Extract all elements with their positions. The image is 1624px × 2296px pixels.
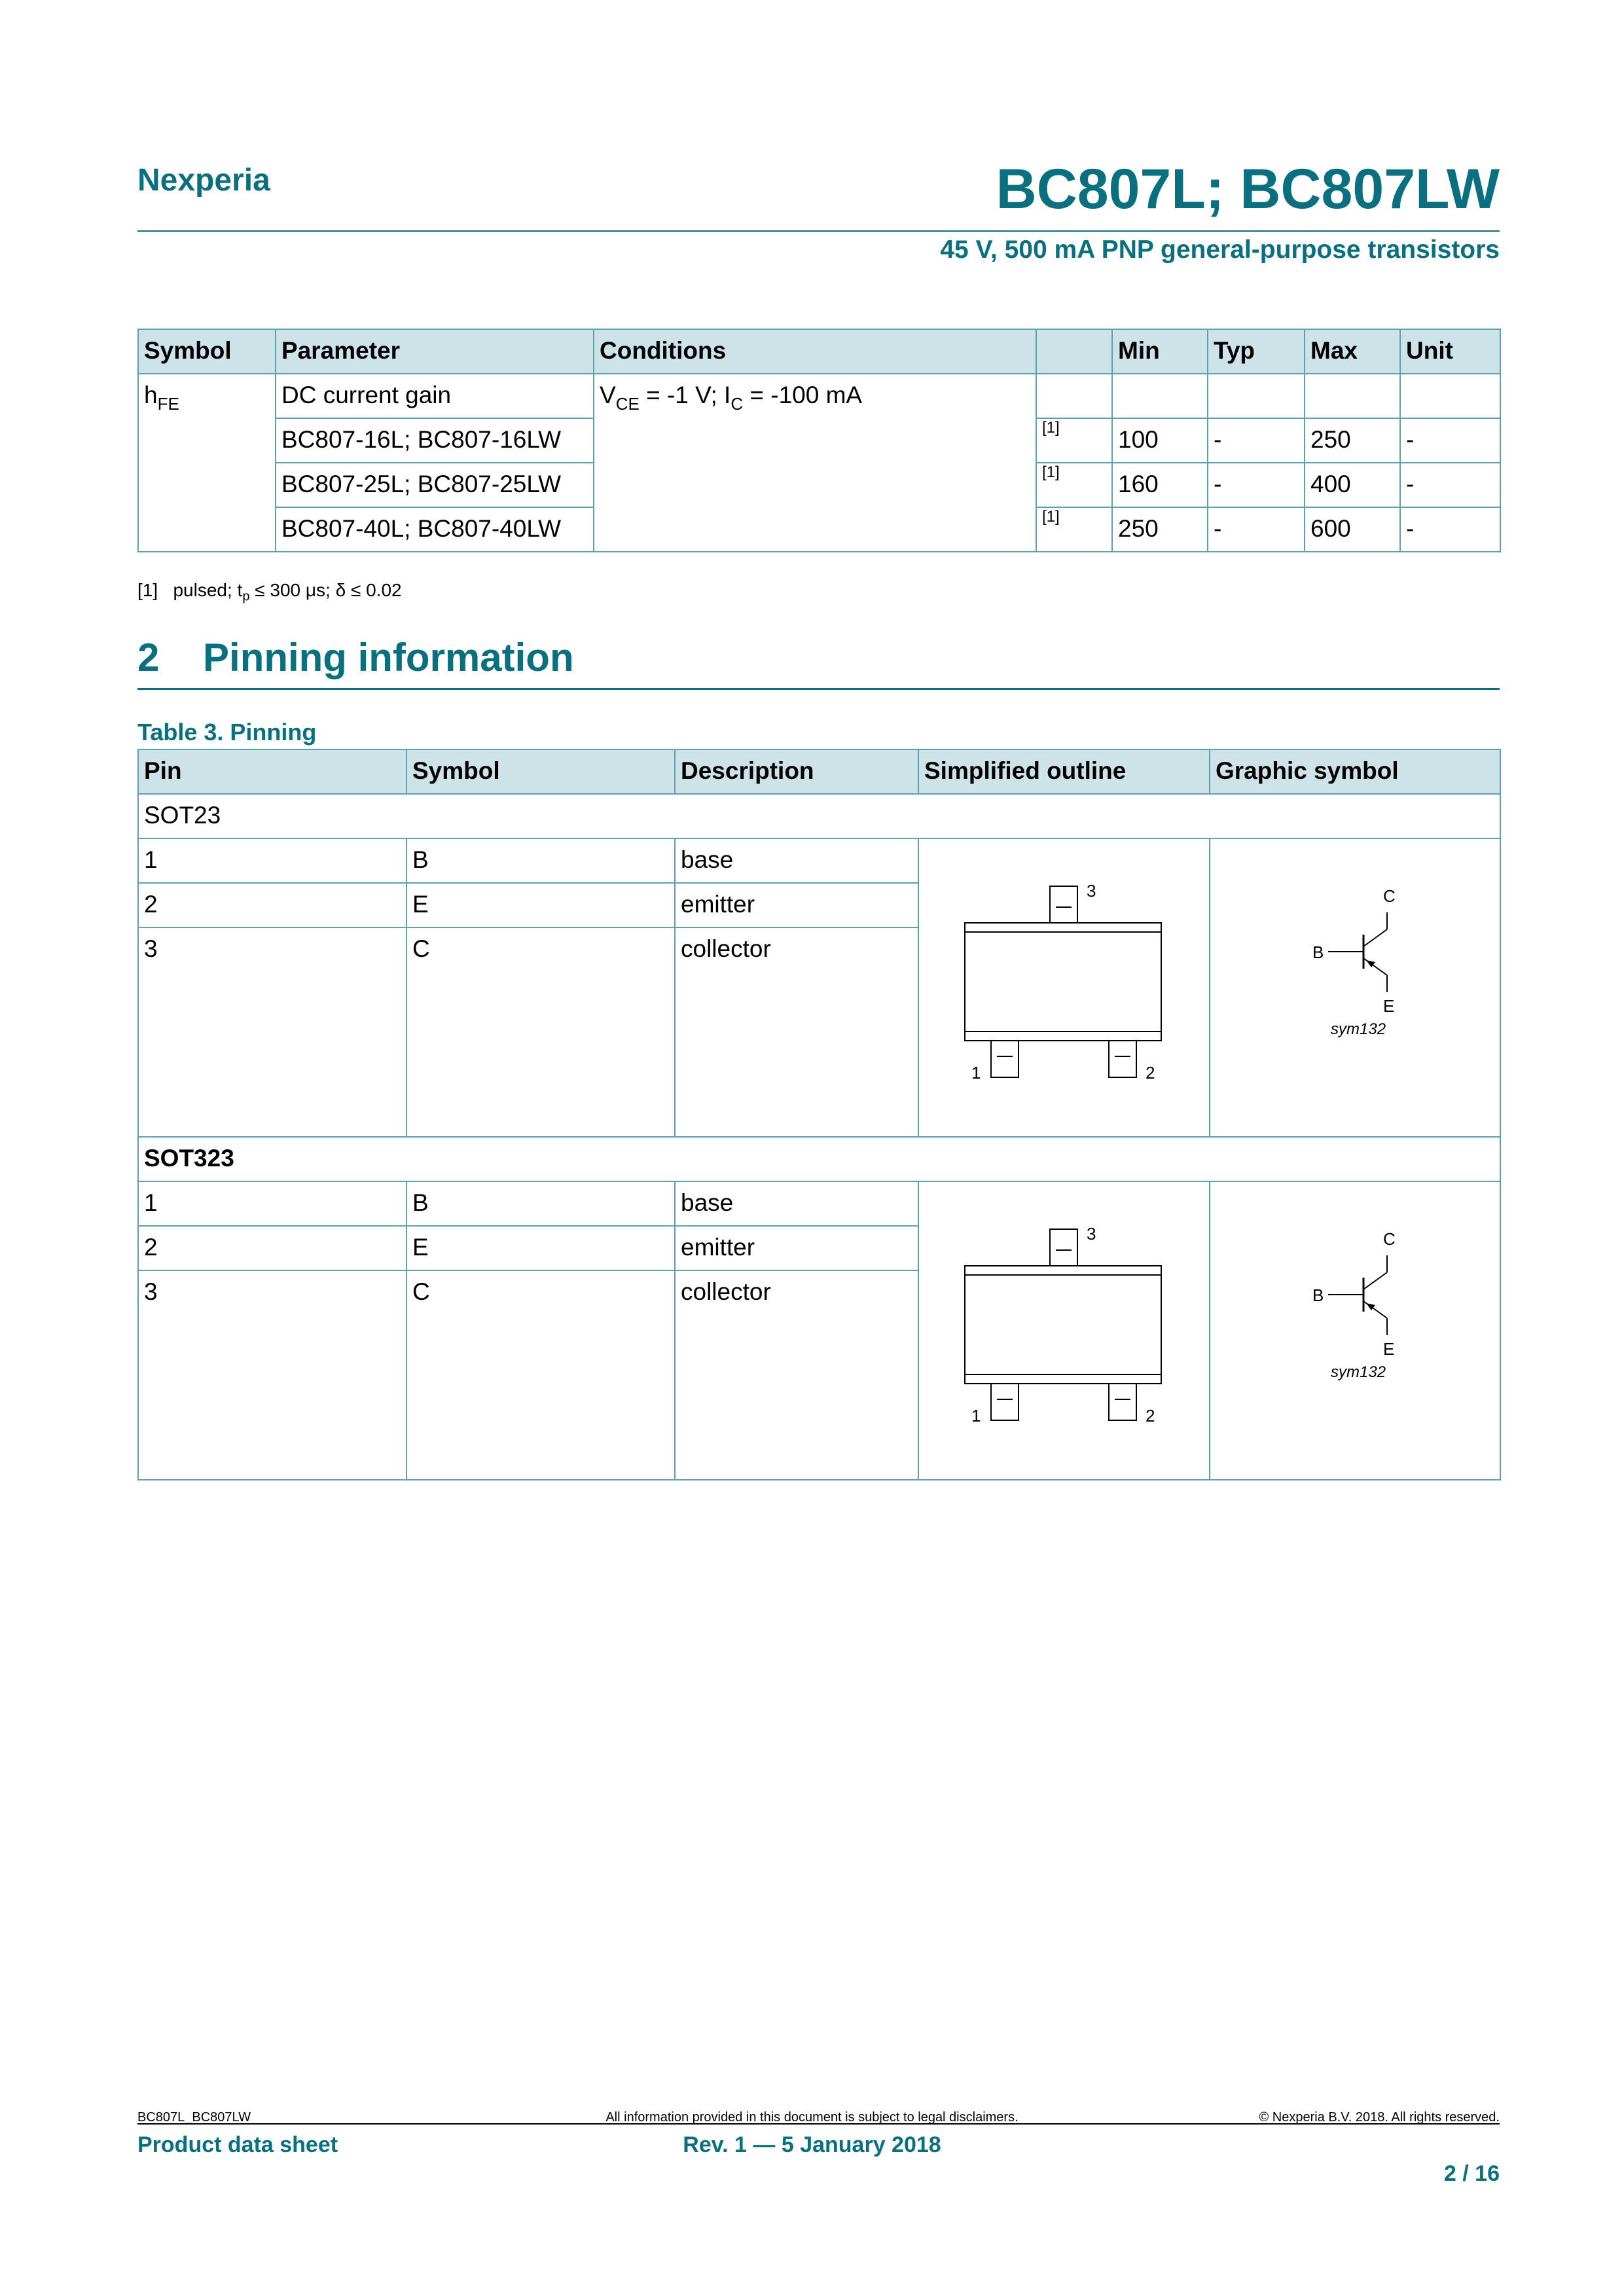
param-cell: BC807-16L; BC807-16LW: [276, 418, 594, 463]
typ-cell: -: [1208, 507, 1305, 552]
description-cell: emitter: [675, 1226, 918, 1270]
pin-cell: 1: [138, 1181, 406, 1226]
pin3-label: 3: [1087, 1224, 1096, 1244]
base-label: B: [1312, 1285, 1324, 1305]
col-header-description: Description: [675, 749, 918, 794]
package-outline-drawing: [919, 839, 1210, 1138]
min-cell: 100: [1112, 418, 1208, 463]
col-header-min: Min: [1112, 329, 1208, 374]
symbol-cell: B: [406, 1181, 675, 1226]
symbol-cell-graphic: [1210, 838, 1500, 1137]
symbol-cell-graphic: [1210, 1181, 1500, 1480]
description-cell: collector: [675, 927, 918, 1137]
table-caption: Table 3. Pinning: [137, 719, 317, 745]
document-subtitle: 45 V, 500 mA PNP general-purpose transistors: [940, 236, 1500, 264]
symbol-cell: C: [406, 927, 675, 1137]
table-row: [138, 1181, 1500, 1226]
package-name: SOT23: [138, 794, 1500, 838]
pin-cell: 2: [138, 1226, 406, 1270]
note-ref: [1]: [1042, 419, 1060, 437]
symbol-cell: E: [406, 1226, 675, 1270]
col-header-conditions: Conditions: [594, 329, 1036, 374]
footer-doc-id: BC807L_BC807LW: [137, 2110, 251, 2125]
description-cell: emitter: [675, 883, 918, 927]
max-cell: 400: [1305, 463, 1400, 507]
package-outline-drawing: [919, 1182, 1210, 1480]
note-ref: [1]: [1042, 463, 1060, 481]
col-header-unit: Unit: [1400, 329, 1500, 374]
symbol-cell: C: [406, 1270, 675, 1480]
symbol-hfe: $h_{FE}$: [138, 374, 276, 552]
section-number: 2: [137, 636, 160, 679]
section-divider: [137, 688, 1500, 690]
footer-revision: Rev. 1 — 5 January 2018: [683, 2132, 941, 2157]
pin1-label: 1: [971, 1063, 981, 1083]
footnote: [1] pulsed; $t_p \le 300$ μs; δ ≤ 0.02: [137, 580, 402, 604]
col-header-graphic-symbol: Graphic symbol: [1210, 749, 1500, 794]
symbol-ref-label: sym132: [1331, 1363, 1386, 1381]
footer-copyright: © Nexperia B.V. 2018. All rights reserved.: [1259, 2110, 1500, 2125]
outline-cell: [918, 1181, 1210, 1480]
pin-cell: 2: [138, 883, 406, 927]
symbol-cell: B: [406, 838, 675, 883]
table-row: [138, 838, 1500, 883]
col-header-note: [1036, 329, 1112, 374]
pin-cell: 3: [138, 927, 406, 1137]
package-row: [138, 1137, 1500, 1181]
symbol-ref-label: sym132: [1331, 1020, 1386, 1038]
col-header-symbol: Symbol: [406, 749, 675, 794]
pin2-label: 2: [1146, 1063, 1155, 1083]
page-number: 2 / 16: [1443, 2161, 1500, 2186]
pin-cell: 3: [138, 1270, 406, 1480]
min-cell: 250: [1112, 507, 1208, 552]
col-header-parameter: Parameter: [276, 329, 594, 374]
pnp-transistor-symbol-icon: [1210, 839, 1501, 1138]
collector-label: C: [1383, 886, 1396, 906]
footer-divider: [137, 2123, 1500, 2125]
pinning-table: [137, 749, 1501, 1480]
table-header-row: [138, 329, 1500, 374]
col-header-outline: Simplified outline: [918, 749, 1210, 794]
unit-cell: -: [1400, 507, 1500, 552]
pin-cell: 1: [138, 838, 406, 883]
param-cell: BC807-25L; BC807-25LW: [276, 463, 594, 507]
typ-cell: -: [1208, 418, 1305, 463]
note-ref: [1]: [1042, 508, 1060, 526]
pin2-label: 2: [1146, 1406, 1155, 1426]
param-cell: DC current gain: [276, 374, 594, 418]
table-header-row: [138, 749, 1500, 794]
section-title: Pinning information: [203, 636, 574, 679]
package-name: SOT323: [138, 1137, 1500, 1181]
pin3-label: 3: [1087, 881, 1096, 901]
param-cell: BC807-40L; BC807-40LW: [276, 507, 594, 552]
description-cell: base: [675, 1181, 918, 1226]
footer-disclaimer: All information provided in this document is subject to legal disclaimers.: [605, 2110, 1019, 2125]
symbol-cell: E: [406, 883, 675, 927]
col-header-max: Max: [1305, 329, 1400, 374]
min-cell: 160: [1112, 463, 1208, 507]
col-header-pin: Pin: [138, 749, 406, 794]
pin1-label: 1: [971, 1406, 981, 1426]
outline-cell: [918, 838, 1210, 1137]
characteristics-table: [137, 329, 1501, 552]
brand-name: Nexperia: [137, 163, 270, 198]
typ-cell: -: [1208, 463, 1305, 507]
pnp-transistor-symbol-icon: [1210, 1182, 1501, 1480]
footer-doc-type: Product data sheet: [137, 2132, 338, 2157]
collector-label: C: [1383, 1229, 1396, 1249]
emitter-label: E: [1383, 1339, 1395, 1359]
col-header-symbol: Symbol: [138, 329, 276, 374]
max-cell: 250: [1305, 418, 1400, 463]
header-divider: [137, 230, 1500, 232]
document-title: BC807L; BC807LW: [996, 158, 1500, 221]
unit-cell: -: [1400, 418, 1500, 463]
table-row: [138, 374, 1500, 418]
base-label: B: [1312, 942, 1324, 962]
unit-cell: -: [1400, 463, 1500, 507]
section-heading: [137, 635, 574, 680]
col-header-typ: Typ: [1208, 329, 1305, 374]
conditions-cell: $V_{CE} = -1$ V; $I_C = -100$ mA: [594, 374, 1036, 552]
package-row: [138, 794, 1500, 838]
emitter-label: E: [1383, 996, 1395, 1016]
description-cell: collector: [675, 1270, 918, 1480]
description-cell: base: [675, 838, 918, 883]
max-cell: 600: [1305, 507, 1400, 552]
